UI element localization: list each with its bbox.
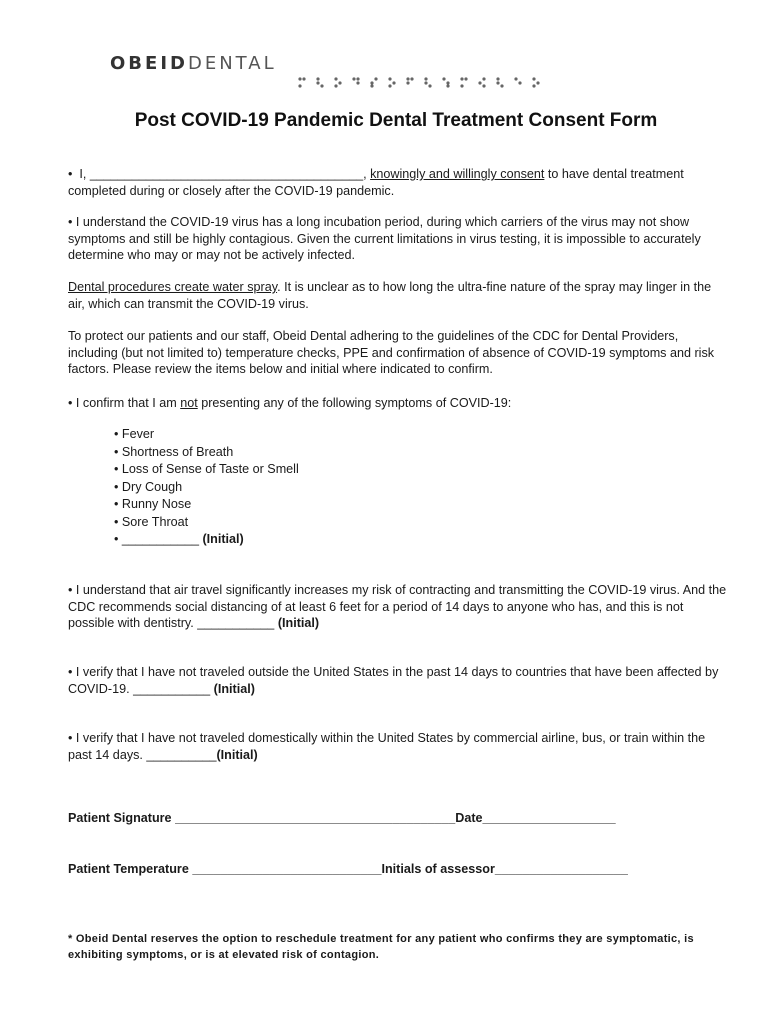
air-travel-paragraph: • I understand that air travel significantly increases my risk of contracting and transmitting the COVID-19 virus. And the CDC recommends social distancing of at least 6 feet for a period of 14 days to anyone who has, and this is not possible with dentistry. ___________ (Initial) [68, 583, 727, 630]
protection-paragraph: To protect our patients and our staff, Obeid Dental adhering to the guidelines of the CDC for Dental Providers, including (but not limited to) temperature checks, PPE and confirmation of absence of COVID-19 symptoms and risk factors. Please review the items below and initial where indicated to confirm. [68, 329, 715, 376]
logo-wordmark: OBEIDDENTAL [110, 53, 277, 74]
signature-date-line[interactable]: Patient Signature ________________________________________Date___________________ [68, 811, 616, 825]
incubation-paragraph: • I understand the COVID-19 virus has a long incubation period, during which carriers of the virus may not show symptoms and still be highly contagious. Given the current limitations in virus testing, it is impossible to accurately determine who may or may not be actively infected. [68, 215, 701, 262]
logo [110, 53, 550, 95]
initial-label: (Initial) [213, 681, 255, 696]
list-item: • Runny Nose [114, 497, 192, 511]
consent-paragraph: • I, _______________________________________, knowingly and willingly consent to have dental treatment completed during or closely after the COVID-19 pandemic. [68, 167, 684, 198]
braille-dots-graphic [298, 76, 548, 90]
symptoms-intro: • I confirm that I am not presenting any of the following symptoms of COVID-19: [68, 396, 512, 410]
consent-underlined: knowingly and willingly consent [370, 167, 545, 181]
footnote: * Obeid Dental reserves the option to reschedule treatment for any patient who confirms they are symptomatic, is exhibiting symptoms, or is at elevated risk of contagion. [68, 933, 694, 961]
list-item: • Shortness of Breath [114, 444, 234, 459]
initial-label: (Initial) [277, 616, 320, 630]
list-item: • Fever [114, 427, 155, 441]
initial-label: (Initial) [216, 747, 258, 762]
symptom-initial-field[interactable]: • ___________ (Initial) [114, 532, 244, 546]
page-title: Post COVID-19 Pandemic Dental Treatment Consent Form [134, 110, 658, 131]
domestic-travel-paragraph: • I verify that I have not traveled domestically within the United States by commercial airline, bus, or train within the past 14 days. __________(Initial) [68, 731, 706, 762]
temperature-assessor-line[interactable]: Patient Temperature ___________________________Initials of assessor___________________ [68, 862, 628, 876]
symptoms-list [114, 426, 299, 549]
list-item: • Dry Cough [114, 479, 183, 494]
international-travel-paragraph: • I verify that I have not traveled outside the United States in the past 14 days to countries that have been affected by COVID-19. ___________ (Initial) [68, 665, 719, 696]
water-spray-paragraph: Dental procedures create water spray. It is unclear as to how long the ultra-fine nature of the spray may linger in the air, which can transmit the COVID-19 virus. [68, 280, 712, 311]
list-item: • Loss of Sense of Taste or Smell [114, 462, 299, 476]
list-item: • Sore Throat [114, 514, 189, 529]
